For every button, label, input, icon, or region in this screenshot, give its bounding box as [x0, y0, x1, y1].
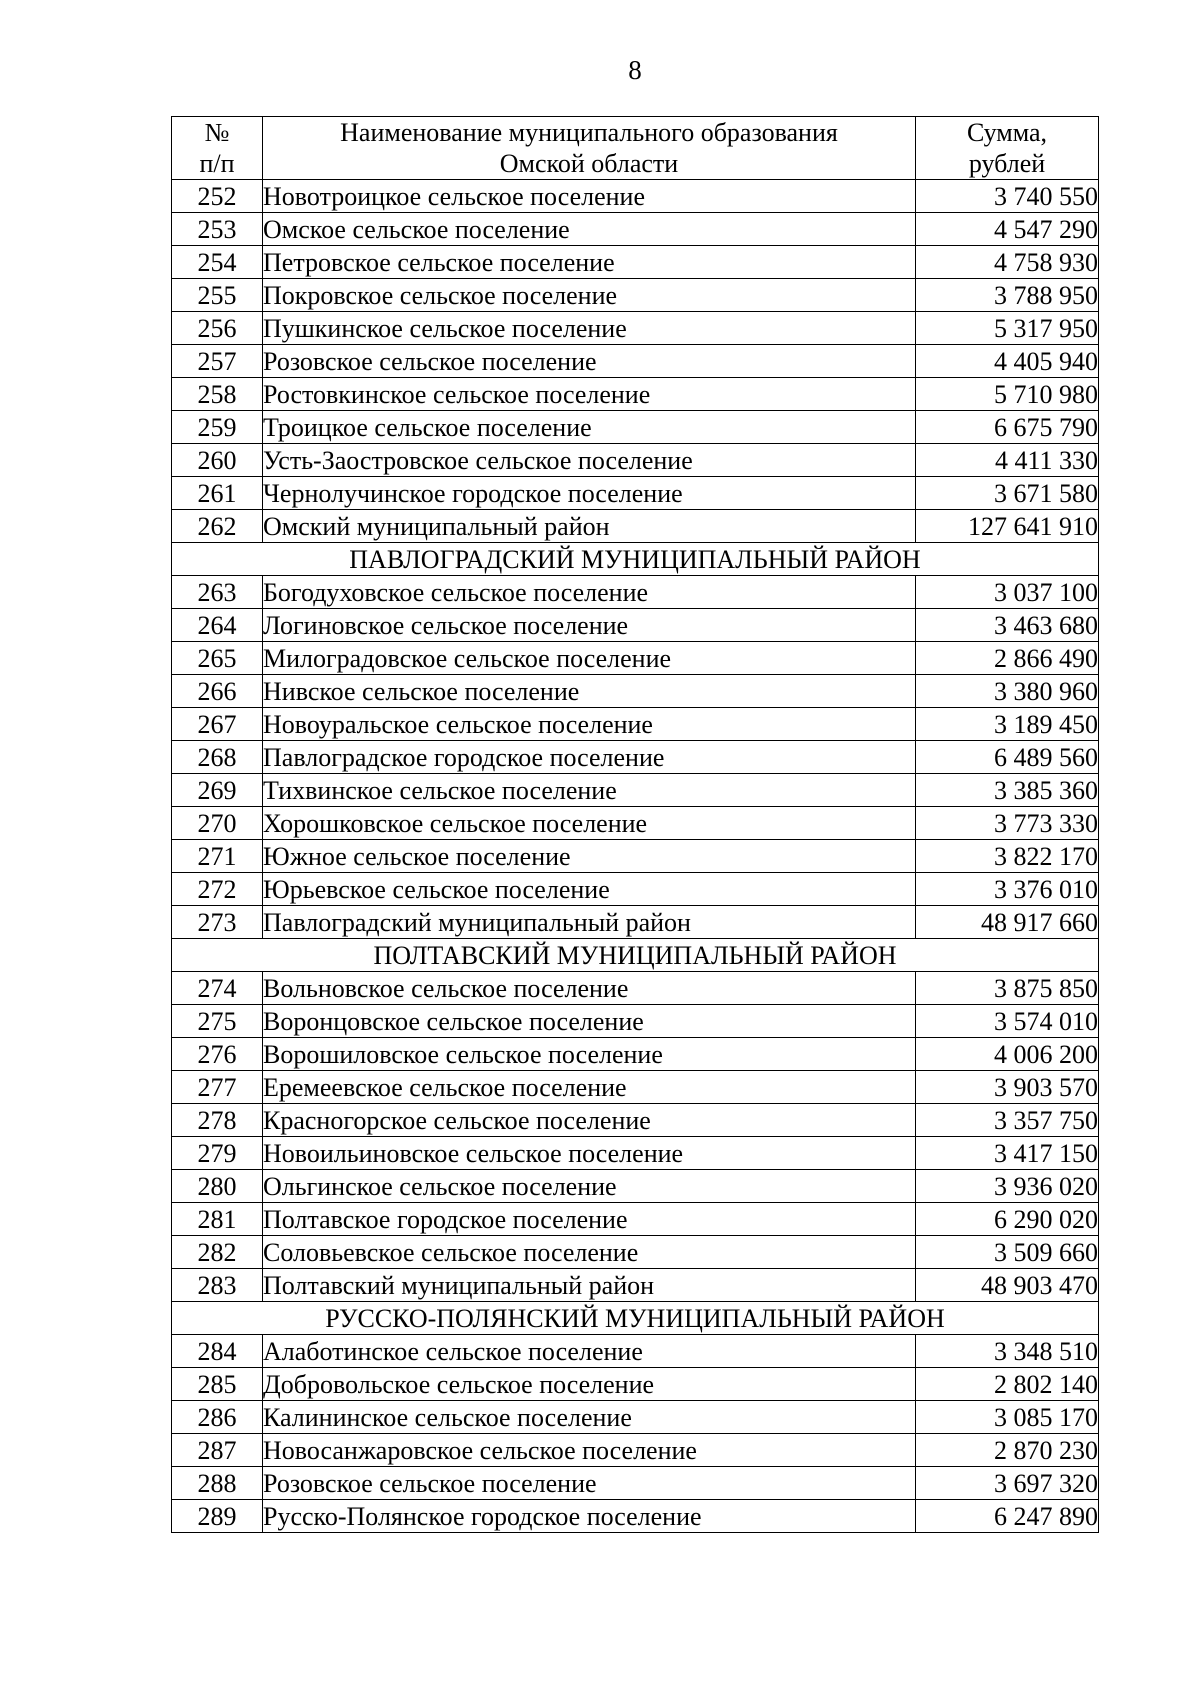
table-row	[172, 1236, 1099, 1269]
amount-cell: 4 405 940	[916, 345, 1099, 378]
amount-cell: 127 641 910	[916, 510, 1099, 543]
column-header-sum	[916, 117, 1099, 180]
table-row	[172, 1038, 1099, 1071]
table-row	[172, 1104, 1099, 1137]
municipality-name-cell: Еремеевское сельское поселение	[263, 1071, 916, 1104]
municipality-name-cell: Хорошковское сельское поселение	[263, 807, 916, 840]
row-number-cell: 275	[172, 1005, 263, 1038]
municipality-name-cell: Розовское сельское поселение	[263, 345, 916, 378]
municipality-name-cell: Воронцовское сельское поселение	[263, 1005, 916, 1038]
amount-cell: 3 509 660	[916, 1236, 1099, 1269]
table-row	[172, 906, 1099, 939]
column-header-name-line2: Омской области	[499, 149, 679, 178]
municipality-name-cell: Логиновское сельское поселение	[263, 609, 916, 642]
table-row	[172, 1434, 1099, 1467]
row-number-cell: 279	[172, 1137, 263, 1170]
table-row	[172, 840, 1099, 873]
municipality-name-cell: Ворошиловское сельское поселение	[263, 1038, 916, 1071]
amount-cell: 2 866 490	[916, 642, 1099, 675]
header-row	[172, 117, 1099, 180]
amount-cell: 3 740 550	[916, 180, 1099, 213]
row-number-cell: 281	[172, 1203, 263, 1236]
column-header-name-line1: Наименование муниципального образования	[340, 118, 838, 147]
municipality-name-cell: Вольновское сельское поселение	[263, 972, 916, 1005]
row-number-cell: 258	[172, 378, 263, 411]
district-heading: ПАВЛОГРАДСКИЙ МУНИЦИПАЛЬНЫЙ РАЙОН	[172, 543, 1099, 576]
municipality-name-cell: Нивское сельское поселение	[263, 675, 916, 708]
row-number-cell: 276	[172, 1038, 263, 1071]
municipality-name-cell: Омский муниципальный район	[263, 510, 916, 543]
row-number-cell: 278	[172, 1104, 263, 1137]
row-number-cell: 285	[172, 1368, 263, 1401]
municipality-name-cell: Ростовкинское сельское поселение	[263, 378, 916, 411]
table-row	[172, 1467, 1099, 1500]
row-number-cell: 280	[172, 1170, 263, 1203]
amount-cell: 2 802 140	[916, 1368, 1099, 1401]
district-heading-row	[172, 543, 1099, 576]
column-header-name	[263, 117, 916, 180]
amount-cell: 3 357 750	[916, 1104, 1099, 1137]
row-number-cell: 273	[172, 906, 263, 939]
column-header-sum-line2: рублей	[968, 149, 1046, 178]
municipality-name-cell: Усть-Заостровское сельское поселение	[263, 444, 916, 477]
amount-cell: 3 417 150	[916, 1137, 1099, 1170]
table-row	[172, 345, 1099, 378]
table-row	[172, 972, 1099, 1005]
row-number-cell: 256	[172, 312, 263, 345]
municipality-name-cell: Новоильиновское сельское поселение	[263, 1137, 916, 1170]
row-number-cell: 265	[172, 642, 263, 675]
table-row	[172, 1005, 1099, 1038]
amount-cell: 4 006 200	[916, 1038, 1099, 1071]
table-header	[172, 117, 1099, 180]
amount-cell: 3 574 010	[916, 1005, 1099, 1038]
amount-cell: 2 870 230	[916, 1434, 1099, 1467]
amount-cell: 3 463 680	[916, 609, 1099, 642]
amount-cell: 4 411 330	[916, 444, 1099, 477]
row-number-cell: 268	[172, 741, 263, 774]
table-body	[172, 180, 1099, 1533]
table-row	[172, 246, 1099, 279]
table-row	[172, 609, 1099, 642]
table-row	[172, 279, 1099, 312]
amount-cell: 3 671 580	[916, 477, 1099, 510]
municipality-name-cell: Новосанжаровское сельское поселение	[263, 1434, 916, 1467]
row-number-cell: 270	[172, 807, 263, 840]
municipality-name-cell: Красногорское сельское поселение	[263, 1104, 916, 1137]
municipality-name-cell: Милоградовское сельское поселение	[263, 642, 916, 675]
municipality-name-cell: Петровское сельское поселение	[263, 246, 916, 279]
row-number-cell: 261	[172, 477, 263, 510]
row-number-cell: 277	[172, 1071, 263, 1104]
table-row	[172, 213, 1099, 246]
row-number-cell: 267	[172, 708, 263, 741]
row-number-cell: 286	[172, 1401, 263, 1434]
row-number-cell: 252	[172, 180, 263, 213]
amount-cell: 5 710 980	[916, 378, 1099, 411]
row-number-cell: 271	[172, 840, 263, 873]
row-number-cell: 272	[172, 873, 263, 906]
municipality-name-cell: Алаботинское сельское поселение	[263, 1335, 916, 1368]
municipality-name-cell: Чернолучинское городское поселение	[263, 477, 916, 510]
row-number-cell: 269	[172, 774, 263, 807]
municipality-name-cell: Пушкинское сельское поселение	[263, 312, 916, 345]
row-number-cell: 255	[172, 279, 263, 312]
row-number-cell: 288	[172, 1467, 263, 1500]
municipality-name-cell: Богодуховское сельское поселение	[263, 576, 916, 609]
amount-cell: 3 697 320	[916, 1467, 1099, 1500]
amount-cell: 3 875 850	[916, 972, 1099, 1005]
table-row	[172, 642, 1099, 675]
municipality-name-cell: Южное сельское поселение	[263, 840, 916, 873]
table-row	[172, 741, 1099, 774]
municipality-name-cell: Павлоградское городское поселение	[263, 741, 916, 774]
column-header-number-line2: п/п	[199, 149, 235, 178]
row-number-cell: 263	[172, 576, 263, 609]
municipality-name-cell: Добровольское сельское поселение	[263, 1368, 916, 1401]
municipality-name-cell: Покровское сельское поселение	[263, 279, 916, 312]
row-number-cell: 254	[172, 246, 263, 279]
row-number-cell: 259	[172, 411, 263, 444]
row-number-cell: 260	[172, 444, 263, 477]
municipality-name-cell: Розовское сельское поселение	[263, 1467, 916, 1500]
amount-cell: 3 037 100	[916, 576, 1099, 609]
district-heading: ПОЛТАВСКИЙ МУНИЦИПАЛЬНЫЙ РАЙОН	[172, 939, 1099, 972]
row-number-cell: 257	[172, 345, 263, 378]
table-row	[172, 873, 1099, 906]
table-row	[172, 477, 1099, 510]
allocation-table	[171, 116, 1099, 1533]
municipality-name-cell: Полтавский муниципальный район	[263, 1269, 916, 1302]
amount-cell: 6 247 890	[916, 1500, 1099, 1533]
row-number-cell: 287	[172, 1434, 263, 1467]
amount-cell: 6 489 560	[916, 741, 1099, 774]
table-row	[172, 807, 1099, 840]
amount-cell: 3 348 510	[916, 1335, 1099, 1368]
table-row	[172, 1203, 1099, 1236]
table-row	[172, 411, 1099, 444]
table-row	[172, 1170, 1099, 1203]
amount-cell: 3 788 950	[916, 279, 1099, 312]
row-number-cell: 284	[172, 1335, 263, 1368]
column-header-number-line1: №	[204, 118, 230, 147]
row-number-cell: 283	[172, 1269, 263, 1302]
district-heading-row	[172, 1302, 1099, 1335]
table-row	[172, 444, 1099, 477]
amount-cell: 3 385 360	[916, 774, 1099, 807]
district-heading: РУССКО-ПОЛЯНСКИЙ МУНИЦИПАЛЬНЫЙ РАЙОН	[172, 1302, 1099, 1335]
column-header-sum-line1: Сумма,	[966, 118, 1048, 147]
table-row	[172, 180, 1099, 213]
row-number-cell: 274	[172, 972, 263, 1005]
amount-cell: 3 376 010	[916, 873, 1099, 906]
amount-cell: 3 936 020	[916, 1170, 1099, 1203]
municipality-name-cell: Русско-Полянское городское поселение	[263, 1500, 916, 1533]
table-row	[172, 576, 1099, 609]
municipality-name-cell: Тихвинское сельское поселение	[263, 774, 916, 807]
amount-cell: 3 189 450	[916, 708, 1099, 741]
row-number-cell: 282	[172, 1236, 263, 1269]
row-number-cell: 253	[172, 213, 263, 246]
table-row	[172, 708, 1099, 741]
municipality-name-cell: Полтавское городское поселение	[263, 1203, 916, 1236]
table-row	[172, 510, 1099, 543]
municipality-name-cell: Ольгинское сельское поселение	[263, 1170, 916, 1203]
page-number: 8	[628, 55, 642, 85]
municipality-name-cell: Новотроицкое сельское поселение	[263, 180, 916, 213]
table-row	[172, 1137, 1099, 1170]
table-row	[172, 1368, 1099, 1401]
district-heading-row	[172, 939, 1099, 972]
amount-cell: 4 758 930	[916, 246, 1099, 279]
municipality-name-cell: Соловьевское сельское поселение	[263, 1236, 916, 1269]
municipality-name-cell: Павлоградский муниципальный район	[263, 906, 916, 939]
municipality-name-cell: Омское сельское поселение	[263, 213, 916, 246]
amount-cell: 5 317 950	[916, 312, 1099, 345]
table-row	[172, 1401, 1099, 1434]
amount-cell: 6 290 020	[916, 1203, 1099, 1236]
table-row	[172, 1335, 1099, 1368]
column-header-number	[172, 117, 263, 180]
table-row	[172, 1071, 1099, 1104]
row-number-cell: 289	[172, 1500, 263, 1533]
row-number-cell: 264	[172, 609, 263, 642]
amount-cell: 3 380 960	[916, 675, 1099, 708]
amount-cell: 48 903 470	[916, 1269, 1099, 1302]
row-number-cell: 262	[172, 510, 263, 543]
amount-cell: 4 547 290	[916, 213, 1099, 246]
table-row	[172, 675, 1099, 708]
amount-cell: 3 822 170	[916, 840, 1099, 873]
amount-cell: 3 085 170	[916, 1401, 1099, 1434]
table-row	[172, 774, 1099, 807]
amount-cell: 6 675 790	[916, 411, 1099, 444]
row-number-cell: 266	[172, 675, 263, 708]
table-row	[172, 378, 1099, 411]
amount-cell: 3 773 330	[916, 807, 1099, 840]
municipality-name-cell: Троицкое сельское поселение	[263, 411, 916, 444]
municipality-name-cell: Калининское сельское поселение	[263, 1401, 916, 1434]
table-row	[172, 1500, 1099, 1533]
municipality-name-cell: Новоуральское сельское поселение	[263, 708, 916, 741]
table-row	[172, 312, 1099, 345]
table-row	[172, 1269, 1099, 1302]
amount-cell: 48 917 660	[916, 906, 1099, 939]
municipality-name-cell: Юрьевское сельское поселение	[263, 873, 916, 906]
amount-cell: 3 903 570	[916, 1071, 1099, 1104]
